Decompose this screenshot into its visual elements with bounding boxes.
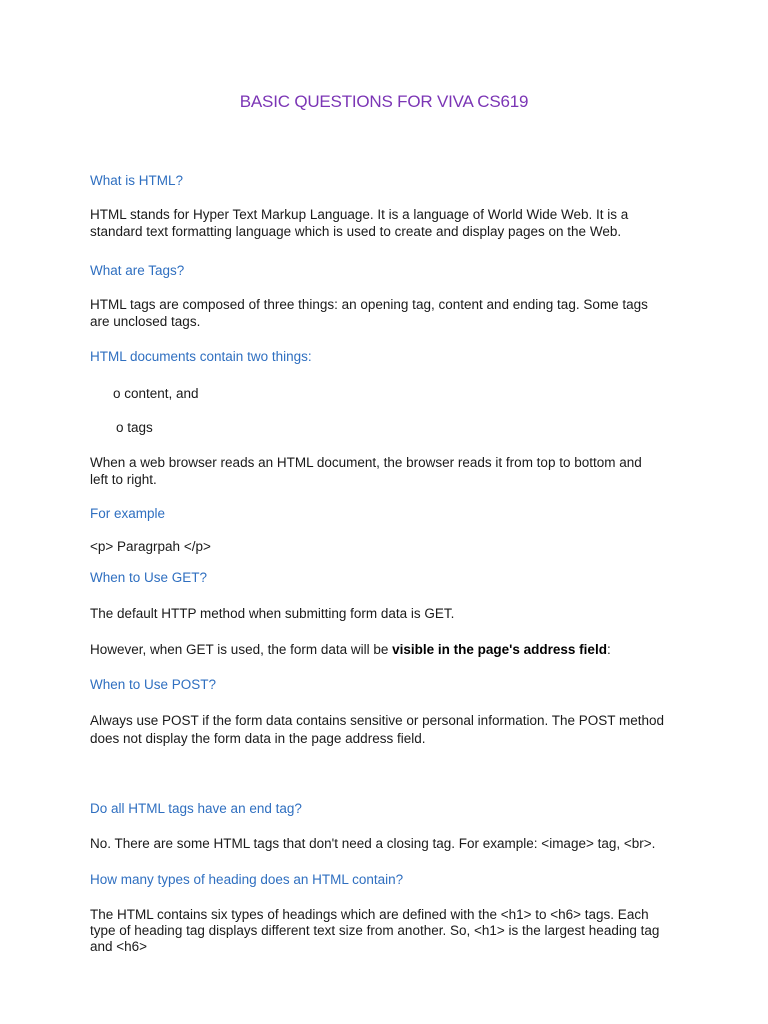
post-text-line-2: does not display the form data in the page address field.	[90, 731, 426, 746]
browser-reads-line-1: When a web browser reads an HTML document, the browser reads it from top to bottom and	[90, 455, 642, 470]
heading-html-documents: HTML documents contain two things:	[90, 349, 312, 364]
heading-what-are-tags: What are Tags?	[90, 263, 185, 278]
list-item-tags: o tags	[116, 420, 153, 435]
html-definition-line-2: standard text formatting language which is used to create and display pages on the Web.	[90, 224, 622, 239]
get-visibility-suffix: :	[606, 642, 611, 657]
tags-definition-line-1: HTML tags are composed of three things: an opening tag, content and ending tag. Some tags	[90, 297, 648, 312]
heading-when-to-use-post: When to Use POST?	[90, 677, 217, 692]
heading-when-to-use-get: When to Use GET?	[90, 570, 208, 585]
end-tag-text: No. There are some HTML tags that don't need a closing tag. For example: <image> tag, <br>.	[90, 836, 656, 851]
get-visibility-text	[90, 641, 690, 658]
headings-text-line-3: and <h6>	[90, 939, 148, 954]
html-definition-line-1: HTML stands for Hyper Text Markup Language. It is a language of World Wide Web. It is a	[90, 207, 629, 222]
heading-types-of-heading: How many types of heading does an HTML contain?	[90, 872, 404, 887]
heading-for-example: For example	[90, 506, 166, 521]
headings-text-line-1: The HTML contains six types of headings which are defined with the <h1> to <h6> tags. Each	[90, 907, 649, 922]
list-item-content: o content, and	[113, 386, 199, 401]
get-visibility-bold: visible in the page's address field	[392, 642, 607, 657]
get-visibility-prefix: However, when GET is used, the form data will be	[90, 642, 393, 657]
headings-text-line-2: type of heading tag displays different text size from another. So, <h1> is the largest heading tag	[90, 923, 660, 938]
tags-definition-line-2: are unclosed tags.	[90, 314, 201, 329]
example-code: <p> Paragrpah </p>	[90, 539, 211, 554]
page-title: BASIC QUESTIONS FOR VIVA CS619	[239, 92, 529, 111]
post-text-line-1: Always use POST if the form data contains sensitive or personal information. The POST method	[90, 713, 665, 728]
browser-reads-line-2: left to right.	[90, 472, 157, 487]
heading-what-is-html: What is HTML?	[90, 173, 184, 188]
get-default-text: The default HTTP method when submitting form data is GET.	[90, 606, 455, 621]
heading-end-tag: Do all HTML tags have an end tag?	[90, 801, 302, 816]
